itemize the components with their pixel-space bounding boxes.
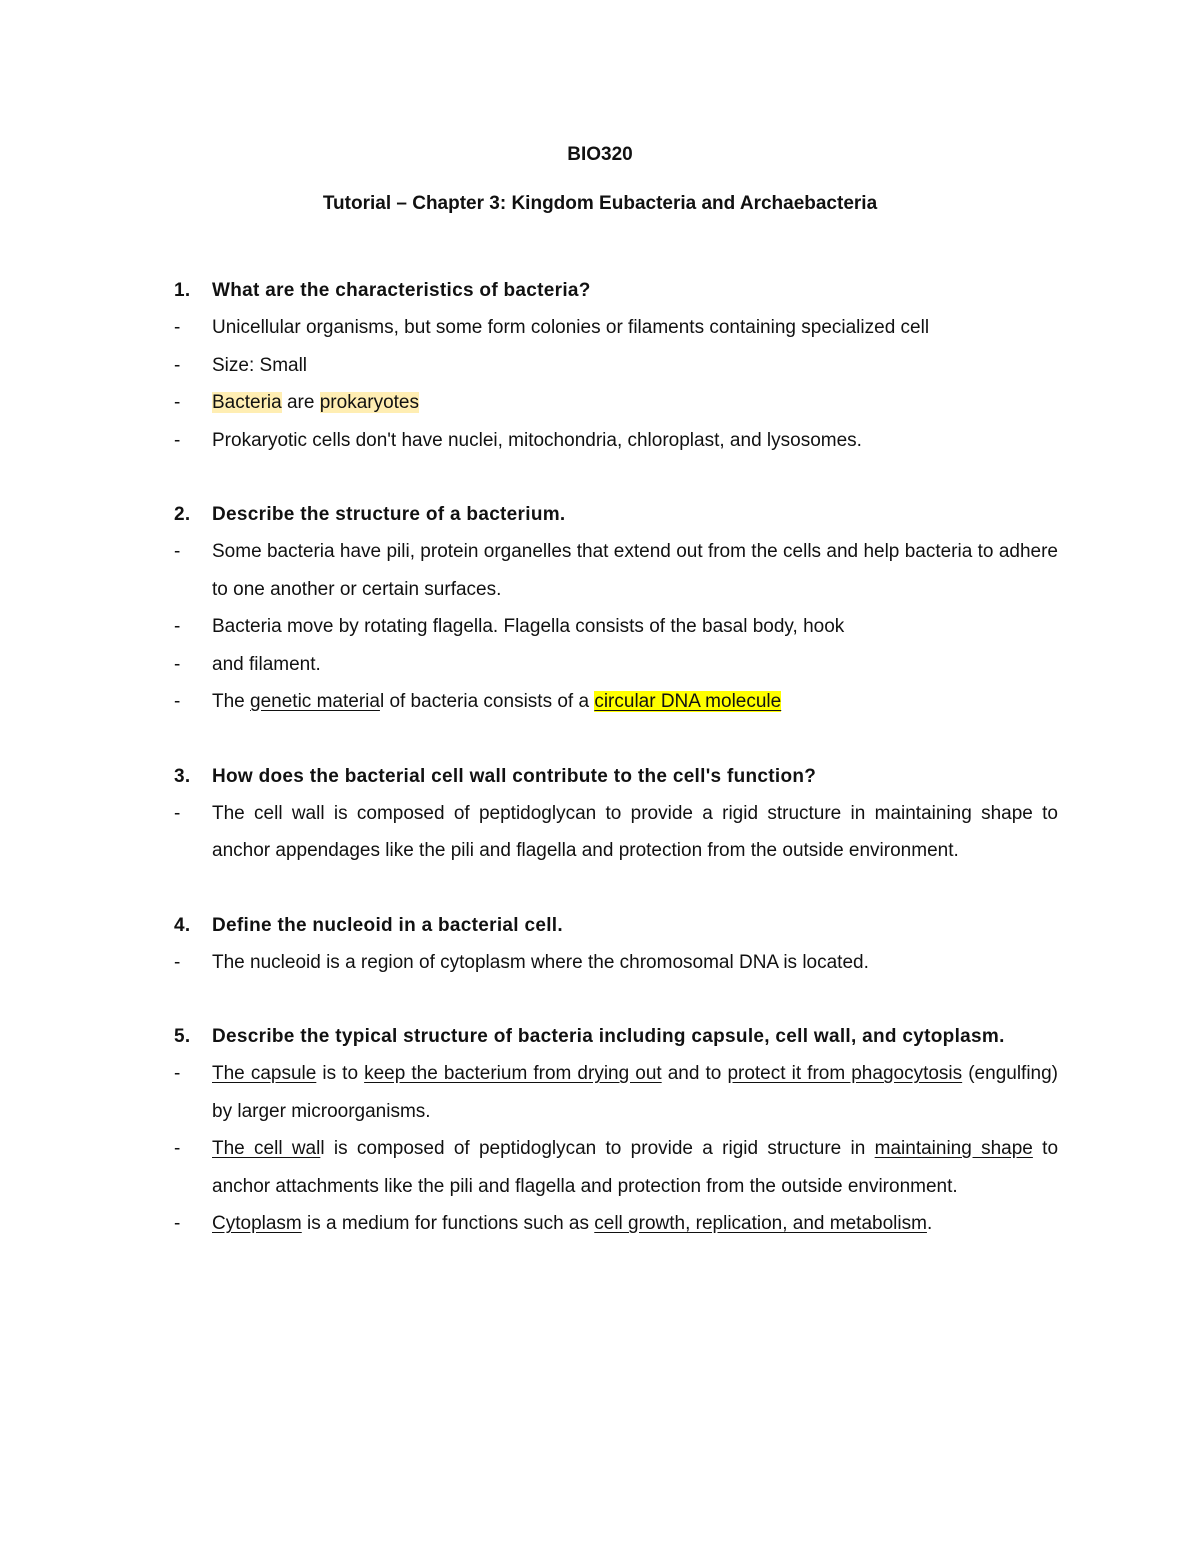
answer-item — [174, 347, 1058, 385]
question-1 — [174, 272, 1058, 309]
underlined-term: keep the bacterium from drying out — [364, 1063, 662, 1084]
answer-item — [174, 944, 1058, 982]
answer-item — [174, 309, 1058, 347]
bullet-dash: - — [174, 691, 181, 712]
answer-text: Bacteria move by rotating flagella. Flagella consists of the basal body, hook — [212, 616, 845, 637]
bullet-dash: - — [174, 392, 181, 413]
underlined-term: genetic materia — [250, 691, 380, 712]
answer-item — [174, 1205, 1058, 1243]
answer-text: Prokaryotic cells don't have nuclei, mitochondria, chloroplast, and lysosomes. — [212, 429, 862, 451]
bullet-dash: - — [174, 541, 181, 562]
question-text: Define the nucleoid in a bacterial cell. — [212, 914, 563, 936]
answer-item — [174, 422, 1058, 460]
underlined-term: Cytoplasm — [212, 1213, 302, 1234]
answer-item — [174, 795, 1058, 870]
bullet-dash: - — [174, 653, 181, 675]
question-3 — [174, 758, 1058, 795]
answer-text: The nucleoid is a region of cytoplasm where the chromosomal DNA is located. — [212, 951, 869, 973]
answer-text: l is composed of peptidoglycan to provide a rigid structure in — [320, 1138, 875, 1159]
question-2 — [174, 496, 1058, 533]
bullet-dash: - — [174, 1063, 181, 1084]
question-text: How does the bacterial cell wall contribute to the cell's function? — [212, 765, 817, 787]
underlined-term: cell growth, replication, and metabolism — [594, 1213, 927, 1234]
question-text: What are the characteristics of bacteria? — [212, 280, 591, 301]
answer-text: . — [926, 1213, 933, 1234]
bullet-dash: - — [174, 616, 181, 637]
answer-text: and to — [661, 1063, 728, 1084]
question-number: 1. — [174, 280, 191, 301]
question-number: 2. — [174, 504, 191, 525]
question-5 — [174, 1018, 1058, 1055]
answer-text: is a medium for functions such as — [301, 1213, 595, 1234]
bullet-dash: - — [174, 802, 181, 824]
bullet-dash: - — [174, 429, 181, 451]
bullet-dash: - — [174, 354, 181, 376]
answer-text: The — [212, 691, 251, 712]
answer-text: to anchor attachments like the pili and flagella and protection from the outside environment. — [212, 1138, 1059, 1197]
course-code: BIO320 — [567, 144, 633, 165]
bullet-dash: - — [174, 1138, 181, 1159]
question-number: 4. — [174, 914, 191, 936]
answer-item — [174, 1130, 1058, 1205]
bullet-dash: - — [174, 1213, 181, 1234]
highlighted-term-prokaryotes: prokaryotes — [319, 392, 420, 413]
tutorial-content — [174, 272, 1058, 1243]
answer-item — [174, 646, 1058, 684]
answer-text: are — [281, 392, 320, 413]
answer-text: is to — [316, 1063, 365, 1084]
bullet-dash: - — [174, 317, 181, 338]
answer-text: Size: Small — [212, 354, 308, 376]
answer-text: Some bacteria have pili, protein organelles that extend out from the cells and help bacteria to adhere to one another or certain surfaces. — [212, 541, 1058, 600]
underlined-term: The capsule — [212, 1063, 317, 1084]
highlighted-term-bacteria: Bacteria — [212, 392, 282, 413]
page-title: Tutorial – Chapter 3: Kingdom Eubacteria and Archaebacteria — [322, 193, 878, 214]
question-text: Describe the typical structure of bacteria including capsule, cell wall, and cytoplasm. — [212, 1026, 1005, 1047]
question-number: 3. — [174, 765, 191, 787]
answer-text: l of bacteria consists of a — [379, 691, 595, 712]
answer-item — [174, 384, 1058, 422]
answer-text: and filament. — [212, 653, 321, 675]
underlined-term: maintaining shape — [874, 1138, 1033, 1159]
highlighted-term-circular-dna: circular DNA molecule — [594, 691, 782, 712]
question-4 — [174, 907, 1058, 944]
answer-item — [174, 683, 1058, 721]
bullet-dash: - — [174, 951, 181, 973]
answer-item — [174, 1055, 1058, 1130]
answer-item — [174, 608, 1058, 646]
answer-item — [174, 533, 1058, 608]
underlined-term: The cell wal — [212, 1138, 321, 1159]
underlined-term: protect it from phagocytosis — [727, 1063, 963, 1084]
answer-text: Unicellular organisms, but some form colonies or filaments containing specialized cell — [212, 317, 930, 338]
question-text: Describe the structure of a bacterium. — [212, 504, 566, 525]
question-number: 5. — [174, 1026, 191, 1047]
answer-text: (engulfing) by larger microorganisms. — [212, 1063, 1059, 1122]
answer-text: The cell wall is composed of peptidoglycan to provide a rigid structure in maintaining shape to anchor appendages like the pili and flagella and protection from the outside environment. — [212, 802, 1058, 861]
